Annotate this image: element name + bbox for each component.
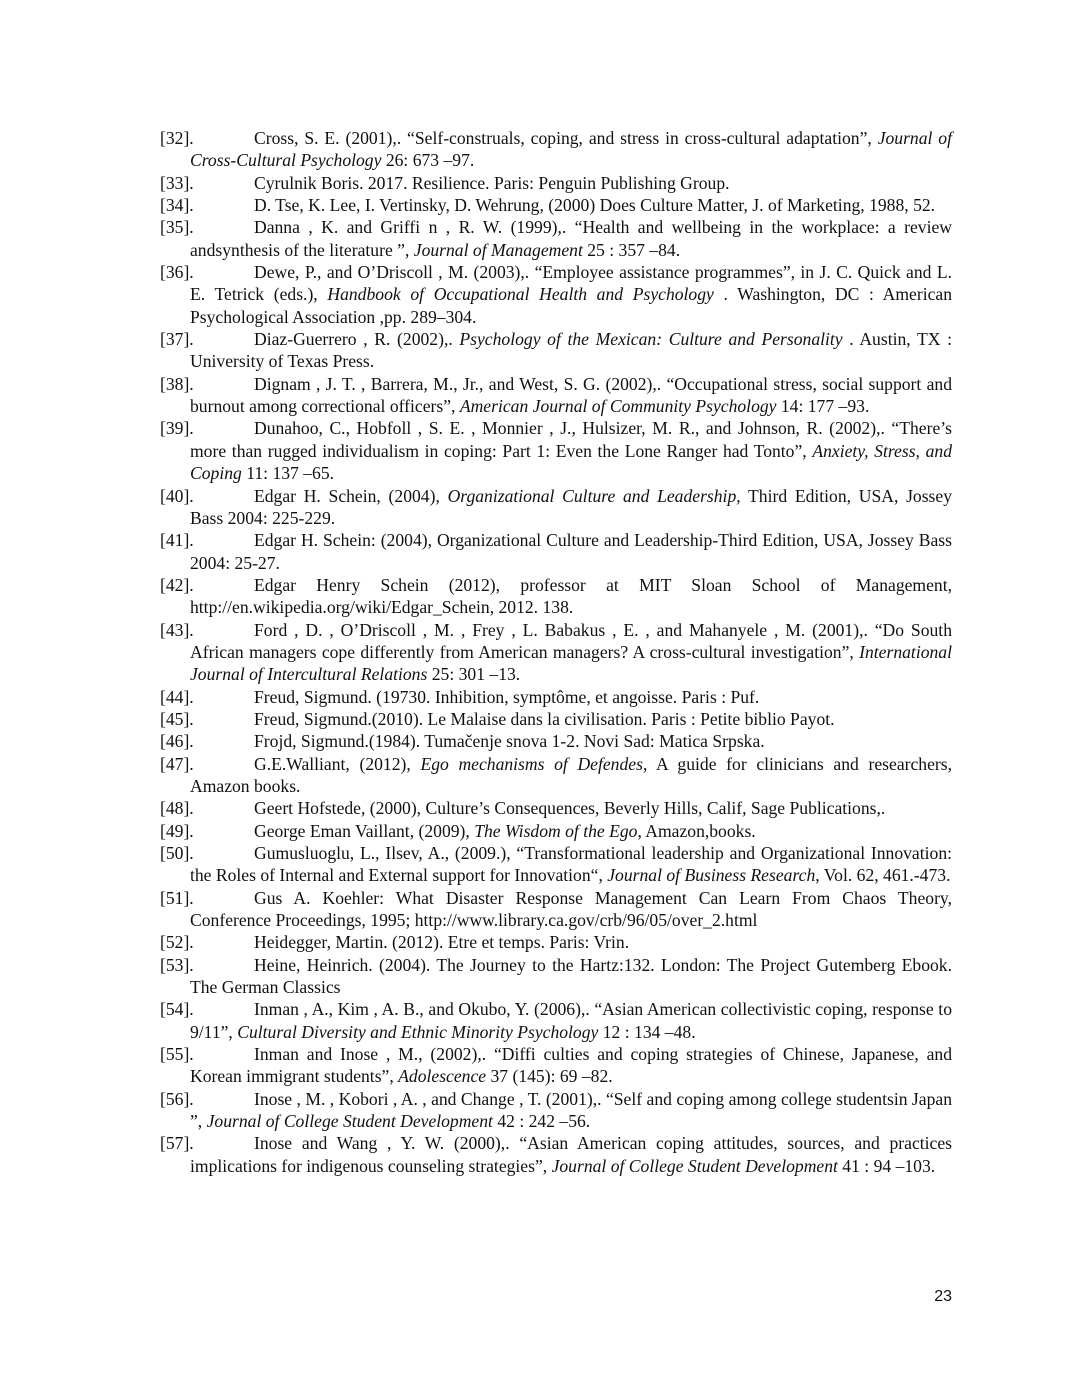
reference-source-title: American Journal of Community Psychology (459, 396, 777, 417)
reference-text: 42 : 242 –56. (492, 1111, 591, 1132)
reference-text: Inose , M. , Kobori , A. , and Change , T. (2001),. “Self and coping among college studentsin Japan ”, (190, 1088, 952, 1132)
reference-entry (160, 373, 952, 418)
reference-number: [54]. (160, 999, 194, 1020)
reference-number: [48]. (160, 798, 194, 819)
reference-number: [35]. (160, 217, 194, 238)
reference-text: , Amazon,books. (637, 820, 756, 841)
reference-number: [32]. (160, 128, 194, 148)
reference-entry (160, 172, 952, 194)
reference-text: . Austin, TX : University of Texas Press. (190, 329, 952, 372)
reference-text: Gumusluoglu, L., Ilsev, A., (2009.), “Transformational leadership and Organizational Innovation: the Roles of Internal and External support for Innovation“, (190, 843, 952, 886)
reference-entry (160, 1088, 952, 1133)
reference-source-title: Cultural Diversity and Ethnic Minority Psychology (237, 1021, 599, 1042)
reference-entry (160, 261, 952, 328)
reference-text: Edgar Henry Schein (2012), professor at MIT Sloan School of Management, http://en.wikipedia.org/wiki/Edgar_Schein, 2012. 138. (190, 574, 952, 618)
reference-source-title: Handbook of Occupational Health and Psychology (327, 284, 714, 305)
reference-text: Heine, Heinrich. (2004). The Journey to the Hartz:132. London: The Project Gutemberg Ebook. The German Classics (190, 954, 952, 998)
reference-entry (160, 529, 952, 574)
reference-text: Dewe, P., and O’Driscoll , M. (2003),. “Employee assistance programmes”, in J. C. Quick and L. E. Tetrick (eds.), (190, 262, 952, 305)
reference-number: [44]. (160, 686, 194, 707)
reference-text: Dignam , J. T. , Barrera, M., Jr., and West, S. G. (2002),. “Occupational stress, social support and burnout among correctional officers”, (190, 373, 952, 417)
reference-entry (160, 730, 952, 752)
reference-entry (160, 485, 952, 530)
reference-entry (160, 887, 952, 932)
reference-text: 26: 673 –97. (381, 150, 475, 171)
reference-text: 41 : 94 –103. (837, 1155, 936, 1176)
reference-entry (160, 127, 952, 172)
reference-text: . Washington, DC : American Psychological Association ,pp. 289–304. (190, 284, 952, 327)
reference-entry (160, 931, 952, 953)
reference-text: 25 : 357 –84. (582, 239, 681, 260)
reference-text: Edgar H. Schein, (2004), (254, 485, 448, 506)
reference-number: [34]. (160, 195, 194, 216)
reference-entry (160, 753, 952, 798)
reference-number: [56]. (160, 1088, 194, 1109)
reference-entry (160, 417, 952, 484)
reference-entry (160, 998, 952, 1043)
reference-entry (160, 1132, 952, 1177)
reference-entry (160, 194, 952, 216)
reference-text: Gus A. Koehler: What Disaster Response Management Can Learn From Chaos Theory, Conference Proceedings, 1995; http://www.library.ca.gov/crb/96/05/over_2.html (190, 887, 952, 931)
reference-number: [36]. (160, 262, 194, 283)
reference-number: [53]. (160, 954, 194, 975)
reference-entry (160, 686, 952, 708)
reference-number: [51]. (160, 887, 194, 908)
reference-text: Freud, Sigmund. (19730. Inhibition, symptôme, et angoisse. Paris : Puf. (254, 686, 760, 707)
reference-text: Inman , A., Kim , A. B., and Okubo, Y. (2006),. “Asian American collectivistic coping, response to 9/11”, (190, 999, 952, 1042)
reference-source-title: The Wisdom of the Ego (474, 820, 638, 841)
reference-text: 14: 177 –93. (776, 396, 870, 417)
reference-text: Edgar H. Schein: (2004), Organizational Culture and Leadership-Third Edition, USA, Jossey Bass 2004: 25-27. (190, 530, 952, 573)
reference-source-title: International Journal of Intercultural Relations (190, 641, 952, 685)
reference-text: , Vol. 62, 461.-473. (815, 865, 951, 886)
reference-entry (160, 708, 952, 730)
reference-entry (160, 954, 952, 999)
reference-text: Geert Hofstede, (2000), Culture’s Consequences, Beverly Hills, Calif, Sage Publications,. (254, 798, 886, 819)
reference-number: [55]. (160, 1044, 194, 1065)
reference-source-title: Adolescence (398, 1066, 487, 1087)
reference-entry (160, 1043, 952, 1088)
reference-text: George Eman Vaillant, (2009), (254, 820, 475, 841)
reference-number: [50]. (160, 843, 194, 863)
reference-source-title: Anxiety, Stress, and Coping (190, 440, 952, 484)
reference-list (160, 127, 952, 1177)
reference-text: 12 : 134 –48. (598, 1021, 696, 1042)
reference-text: Ford , D. , O’Driscoll , M. , Frey , L. Babakus , E. , and Mahanyele , M. (2001),. “Do South African managers cope differently from American managers? A cross-cultural investigation”, (190, 619, 952, 662)
reference-number: [33]. (160, 172, 194, 193)
reference-number: [49]. (160, 820, 194, 841)
reference-number: [42]. (160, 574, 194, 595)
reference-entry (160, 216, 952, 261)
reference-entry (160, 619, 952, 686)
reference-text: Heidegger, Martin. (2012). Etre et temps. Paris: Vrin. (254, 932, 630, 953)
reference-text: Inose and Wang , Y. W. (2000),. “Asian American coping attitudes, sources, and practices implications for indigenous counseling strategies”, (190, 1133, 952, 1176)
reference-text: G.E.Walliant, (2012), (254, 753, 421, 774)
reference-text: Cyrulnik Boris. 2017. Resilience. Paris: Penguin Publishing Group. (254, 172, 730, 193)
reference-number: [45]. (160, 708, 194, 729)
reference-number: [41]. (160, 530, 194, 551)
reference-text: Diaz-Guerrero , R. (2002),. (254, 329, 460, 350)
reference-text: 37 (145): 69 –82. (486, 1066, 613, 1087)
reference-entry (160, 574, 952, 619)
reference-source-title: Journal of Management (413, 239, 583, 260)
reference-number: [39]. (160, 418, 194, 439)
reference-source-title: Journal of College Student Development (206, 1111, 493, 1132)
reference-text: Inman and Inose , M., (2002),. “Diffi culties and coping strategies of Chinese, Japanese, and Korean immigrant students”, (190, 1044, 952, 1087)
reference-text: Freud, Sigmund.(2010). Le Malaise dans la civilisation. Paris : Petite biblio Payot. (254, 708, 835, 729)
reference-source-title: Psychology of the Mexican: Culture and Personality (459, 329, 843, 350)
reference-source-title: Ego mechanisms of Defendes (420, 753, 643, 774)
reference-text: , A guide for clinicians and researchers, Amazon books. (190, 753, 953, 796)
page-number: 23 (934, 1288, 952, 1305)
reference-text: 11: 137 –65. (241, 463, 335, 484)
reference-entry (160, 820, 952, 842)
reference-number: [57]. (160, 1133, 194, 1154)
reference-source-title: Organizational Culture and Leadership, (447, 485, 741, 506)
reference-source-title: Journal of Cross-Cultural Psychology (190, 128, 952, 171)
reference-entry (160, 797, 952, 819)
reference-text: Frojd, Sigmund.(1984). Tumačenje snova 1-2. Novi Sad: Matica Srpska. (254, 731, 765, 752)
reference-text: Danna , K. and Griffi n , R. W. (1999),. “Health and wellbeing in the workplace: a review andsynthesis of the literature ”, (190, 217, 952, 260)
reference-number: [52]. (160, 932, 194, 953)
reference-number: [38]. (160, 373, 194, 394)
reference-number: [43]. (160, 619, 194, 640)
reference-number: [37]. (160, 329, 194, 350)
reference-source-title: Journal of Business Research (607, 865, 816, 886)
reference-text: Third Edition, USA, Jossey Bass 2004: 225-229. (190, 485, 953, 528)
reference-number: [40]. (160, 485, 194, 506)
reference-text: Cross, S. E. (2001),. “Self-construals, coping, and stress in cross-cultural adaptation”, (254, 128, 878, 148)
reference-source-title: Journal of College Student Development (551, 1155, 838, 1176)
reference-text: D. Tse, K. Lee, I. Vertinsky, D. Wehrung, (2000) Does Culture Matter, J. of Marketing, 1988, 52. (254, 195, 936, 216)
reference-entry (160, 842, 952, 887)
reference-number: [46]. (160, 731, 194, 752)
reference-entry (160, 328, 952, 373)
reference-text: 25: 301 –13. (427, 664, 521, 685)
reference-text: Dunahoo, C., Hobfoll , S. E. , Monnier , J., Hulsizer, M. R., and Johnson, R. (2002),. “There’s more than rugged individualism in coping: Part 1: Even the Lone Ranger had Tonto”, (190, 418, 952, 461)
reference-number: [47]. (160, 753, 194, 774)
